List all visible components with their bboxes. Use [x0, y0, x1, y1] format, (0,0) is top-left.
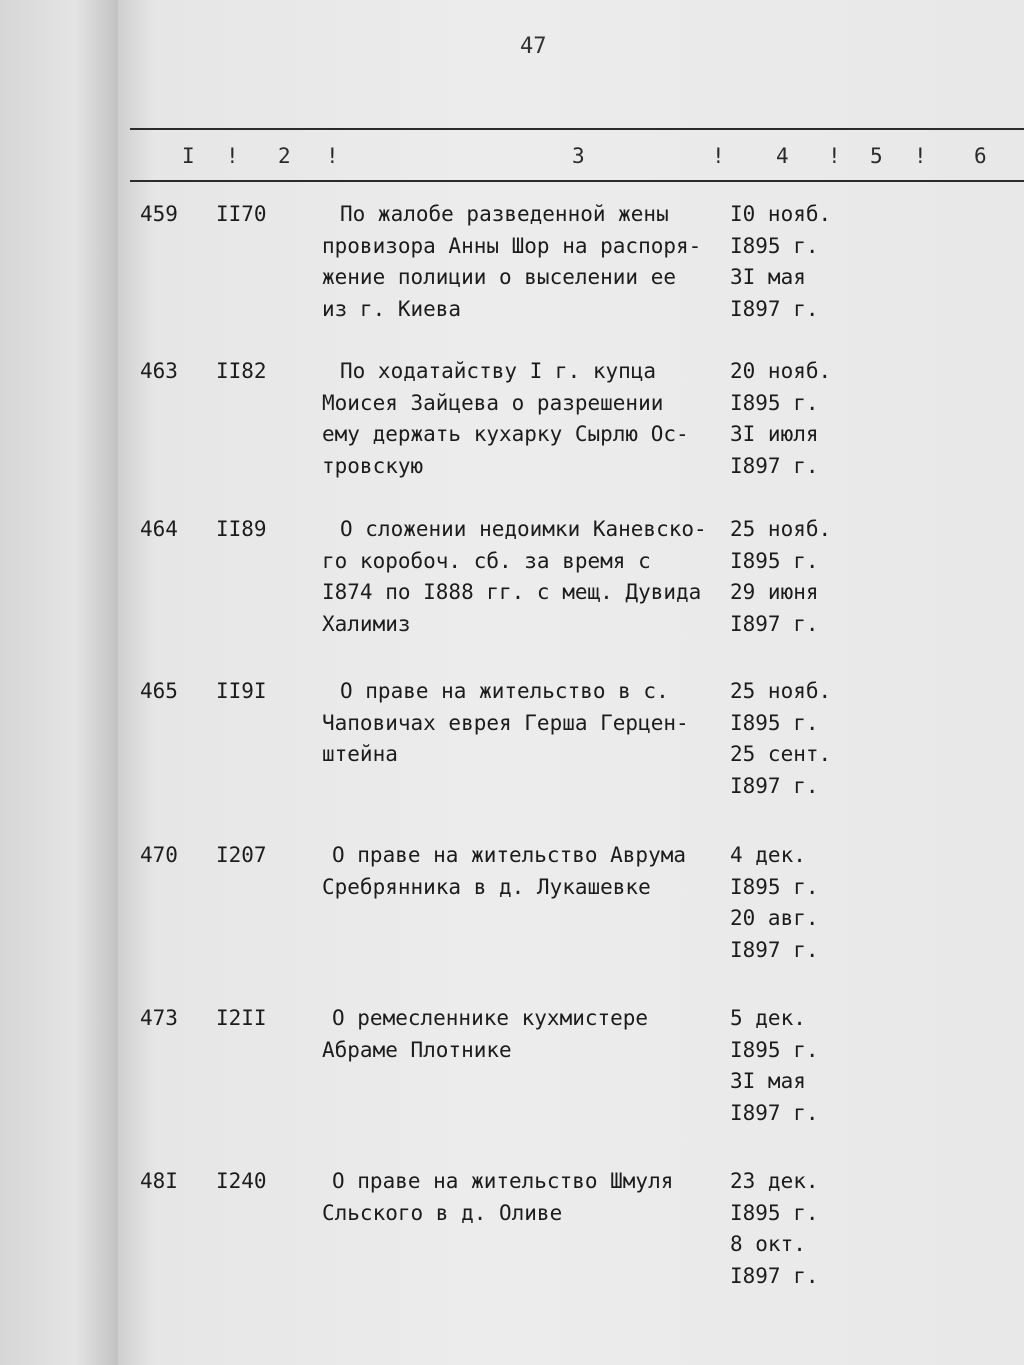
header-col-6: 6 [974, 144, 987, 168]
entry-dates [730, 514, 831, 640]
entry-description [322, 514, 722, 640]
entry-file-number: II70 [216, 202, 267, 226]
description-line: О праве на жительство в с. [340, 679, 669, 703]
date-line: 25 сент. [730, 742, 832, 766]
date-line: I895 г. [730, 1200, 819, 1225]
header-col-2: 2 [278, 144, 291, 168]
date-line: I897 г. [730, 611, 819, 636]
description-line: штейна [322, 742, 398, 766]
date-line: 4 дек. [730, 843, 806, 867]
description-line: О праве на жительство Шмуля [332, 1169, 674, 1193]
date-line: 8 окт. [730, 1232, 806, 1256]
description-line: го коробоч. сб. за время с [322, 548, 651, 573]
date-line: 3I июля [730, 422, 819, 446]
description-line: Абраме Плотнике [322, 1037, 512, 1062]
entry-dates [730, 199, 831, 325]
date-line: I895 г. [730, 874, 819, 899]
description-line: Сльского в д. Оливе [322, 1200, 563, 1225]
date-line: I895 г. [730, 390, 819, 415]
header-separator: ! [326, 144, 339, 168]
date-line: 29 июня [730, 580, 819, 604]
date-line: 5 дек. [730, 1006, 806, 1030]
header-top-rule [130, 128, 1024, 130]
date-line: 3I мая [730, 265, 806, 289]
description-line: По жалобе разведенной жены [340, 202, 669, 226]
entry-file-number: II9I [216, 679, 267, 703]
description-line: из г. Киева [322, 296, 462, 321]
description-line: ему держать кухарку Сырлю Ос- [322, 422, 689, 446]
entry-number: 465 [140, 679, 178, 703]
left-page-edge [0, 0, 125, 1365]
date-line: I895 г. [730, 548, 819, 573]
header-col-3: 3 [572, 144, 585, 168]
date-line: 25 нояб. [730, 679, 832, 703]
description-line: жение полиции о выселении ее [322, 265, 677, 289]
entry-dates [730, 1166, 819, 1292]
entry-dates [730, 676, 831, 802]
entry-number: 459 [140, 202, 178, 226]
entry-number: 464 [140, 517, 178, 541]
entry-file-number: II82 [216, 359, 267, 383]
description-line: О праве на жительство Аврума [332, 843, 687, 867]
date-line: I897 г. [730, 1100, 819, 1125]
entry-number: 473 [140, 1006, 178, 1030]
header-separator: ! [712, 144, 725, 168]
date-line: 20 нояб. [730, 359, 832, 383]
header-col-1: I [182, 144, 195, 168]
table-header [0, 144, 1024, 174]
entry-description [322, 199, 722, 325]
entry-number: 463 [140, 359, 178, 383]
date-line: I897 г. [730, 937, 819, 962]
header-col-4: 4 [776, 144, 789, 168]
header-separator: ! [226, 144, 239, 168]
date-line: I895 г. [730, 233, 819, 258]
date-line: 20 авг. [730, 906, 819, 930]
entry-dates [730, 1003, 819, 1129]
entry-number: 48I [140, 1169, 178, 1193]
entry-file-number: I240 [216, 1169, 267, 1193]
description-line: Чаповичах еврея Герша Герцен- [322, 710, 689, 735]
description-line: По ходатайству I г. купца [340, 359, 657, 383]
entry-file-number: I207 [216, 843, 267, 867]
entry-dates [730, 840, 819, 966]
description-line: О сложении недоимки Каневско- [340, 517, 707, 541]
date-line: I895 г. [730, 710, 819, 735]
entry-number: 470 [140, 843, 178, 867]
header-col-5: 5 [870, 144, 883, 168]
date-line: I897 г. [730, 453, 819, 478]
entry-description [322, 1166, 722, 1229]
description-line: тровскую [322, 453, 424, 478]
header-separator: ! [828, 144, 841, 168]
date-line: 3I мая [730, 1069, 806, 1093]
header-separator: ! [914, 144, 927, 168]
description-line: Халимиз [322, 611, 411, 636]
description-line: Сребрянника в д. Лукашевке [322, 874, 651, 899]
entry-description [322, 840, 722, 903]
date-line: I0 нояб. [730, 202, 832, 226]
entry-description [322, 356, 722, 482]
date-line: I897 г. [730, 1263, 819, 1288]
date-line: I897 г. [730, 296, 819, 321]
date-line: I895 г. [730, 1037, 819, 1062]
page-number: 47 [520, 34, 547, 59]
date-line: 25 нояб. [730, 517, 832, 541]
entry-description [322, 1003, 722, 1066]
entry-description [322, 676, 722, 771]
description-line: Моисея Зайцева о разрешении [322, 390, 664, 415]
description-line: провизора Анны Шор на распоря- [322, 233, 702, 258]
date-line: 23 дек. [730, 1169, 819, 1193]
header-bottom-rule [130, 180, 1024, 182]
description-line: I874 по I888 гг. с мещ. Дувида [322, 580, 702, 604]
entry-file-number: I2II [216, 1006, 267, 1030]
entry-dates [730, 356, 831, 482]
description-line: О ремесленнике кухмистере [332, 1006, 649, 1030]
date-line: I897 г. [730, 773, 819, 798]
entry-file-number: II89 [216, 517, 267, 541]
